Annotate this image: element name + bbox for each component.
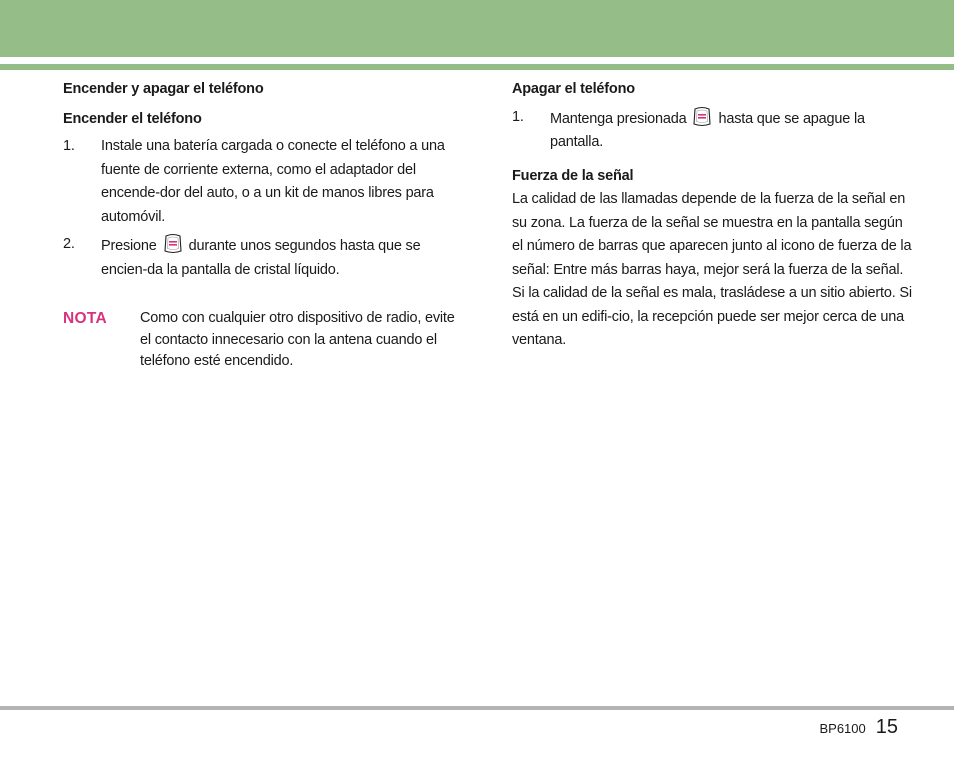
left-column — [63, 78, 463, 373]
step-item — [63, 135, 463, 229]
step-number: 1. — [512, 108, 524, 125]
step-number: 2. — [63, 236, 75, 252]
header-band — [0, 0, 954, 57]
note-text: Como con cualquier otro dispositivo de radio, evite el contacto innecesario con la antena cuando el teléfono esté encendido. — [140, 310, 455, 369]
body-paragraph: La calidad de las llamadas depende de la fuerza de la señal en su zona. La fuerza de la señal se muestra en la pantalla según el número de barras que aparecen junto al icono de fuerza de la señal: Entre más barras haya, mejor será la fuerza de la señal. Si la calidad de la señal es mala, trasládese a un sitio abierto. Si está en un edifi-cio, la recepción puede ser mejor cerca de una ventana. — [512, 191, 912, 348]
step-text: Instale una batería cargada o conecte el teléfono a una fuente de corriente externa, como el adaptador del encende-dor del auto, o a un kit de manos libres para automóvil. — [101, 138, 445, 225]
step-item — [512, 106, 917, 155]
subsection-heading: Encender el teléfono — [63, 110, 202, 127]
step-number: 1. — [63, 138, 75, 154]
note-label: NOTA — [63, 310, 107, 327]
note-block — [63, 308, 463, 373]
footer — [819, 716, 898, 739]
step-text — [101, 233, 463, 282]
step-text-after: hasta que se apague la pantalla. — [550, 110, 865, 150]
footer-rule — [0, 706, 954, 710]
page-number: 15 — [875, 716, 898, 738]
end-power-key-icon — [692, 106, 712, 128]
model-number: BP6100 — [819, 721, 866, 736]
step-text-before: Presione — [101, 238, 157, 254]
step-text-before: Mantenga presionada — [550, 110, 687, 127]
section-heading: Apagar el teléfono — [512, 81, 635, 97]
step-item — [63, 233, 463, 282]
section-heading: Encender y apagar el teléfono — [63, 81, 264, 97]
end-power-key-icon — [163, 233, 183, 255]
right-column — [512, 78, 917, 353]
step-text-after: durante unos segundos hasta que se encien-da la pantalla de cristal líquido. — [101, 238, 421, 278]
header-rule — [0, 64, 954, 70]
subsection-heading: Fuerza de la señal — [512, 167, 634, 184]
step-text — [550, 106, 917, 155]
